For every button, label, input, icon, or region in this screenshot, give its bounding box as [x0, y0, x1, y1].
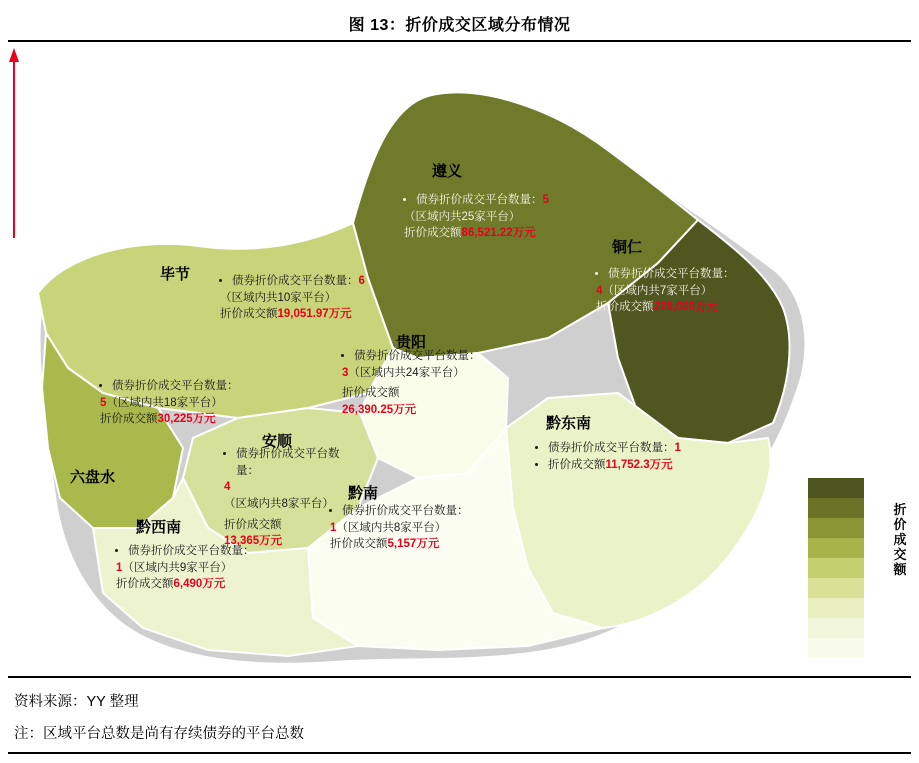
region-info-qianxinan: • 债券折价成交平台数量： 1（区域内共9家平台） 折价成交额6,490万元	[116, 543, 288, 593]
region-label-tongren: 铜仁	[612, 239, 643, 256]
legend-swatch-3	[808, 518, 864, 538]
region-info-anshun: • 债券折价成交平台数量： 4（区域内共8家平台） 折价成交额 13,365万元	[224, 446, 340, 550]
legend-swatch-8	[808, 618, 864, 638]
legend-arrow-icon	[8, 48, 20, 238]
region-info-liupanshui: • 债券折价成交平台数量： 5（区域内共18家平台） 折价成交额30,225万元	[100, 378, 280, 428]
divider-top	[8, 40, 911, 42]
region-info-zunyi: • 债券折价成交平台数量：5 （区域内共25家平台） 折价成交额86,521.22万元	[404, 192, 622, 242]
legend-swatch-6	[808, 578, 864, 598]
region-info-bijie: • 债券折价成交平台数量：6 （区域内共10家平台） 折价成交额19,051.97万元	[220, 273, 420, 323]
legend-title: 折价成交额	[893, 502, 907, 577]
region-label-liupanshui: 六盘水	[70, 469, 116, 486]
region-label-zunyi: 遵义	[432, 163, 463, 180]
region-label-qianxinan: 黔西南	[136, 519, 182, 536]
region-label-qiandongnan: 黔东南	[546, 415, 592, 432]
region-label-guiyang: 贵阳	[396, 334, 427, 351]
page-title: 图 13：折价成交区域分布情况	[348, 17, 571, 34]
legend-swatch-7	[808, 598, 864, 618]
region-info-guiyang: • 债券折价成交平台数量： 3（区域内共24家平台） 折价成交额 26,390.25万元	[342, 348, 494, 419]
map-canvas	[8, 48, 911, 668]
legend-swatch-4	[808, 538, 864, 558]
legend-swatch-1	[808, 478, 864, 498]
region-label-anshun: 安顺	[262, 433, 293, 450]
divider-bottom	[8, 752, 911, 754]
source-note: 资料来源：YY 整理	[14, 694, 139, 710]
divider-mid	[8, 676, 911, 678]
legend-swatch-2	[808, 498, 864, 518]
region-label-qiannan: 黔南	[348, 485, 379, 502]
region-info-qiannan: • 债券折价成交平台数量： 1（区域内共8家平台） 折价成交额5,157万元	[330, 503, 510, 553]
legend-swatch-5	[808, 558, 864, 578]
legend-gradient	[808, 478, 864, 658]
legend-swatch-9	[808, 638, 864, 658]
region-info-tongren: • 债券折价成交平台数量： 4（区域内共7家平台） 折价成交额228,000万元	[596, 266, 786, 316]
region-info-qiandongnan: • 债券折价成交平台数量：1 • 折价成交额11,752.3万元	[536, 440, 732, 473]
figure-note: 注：区域平台总数是尚有存续债券的平台总数	[14, 726, 304, 742]
region-label-bijie: 毕节	[160, 266, 191, 283]
